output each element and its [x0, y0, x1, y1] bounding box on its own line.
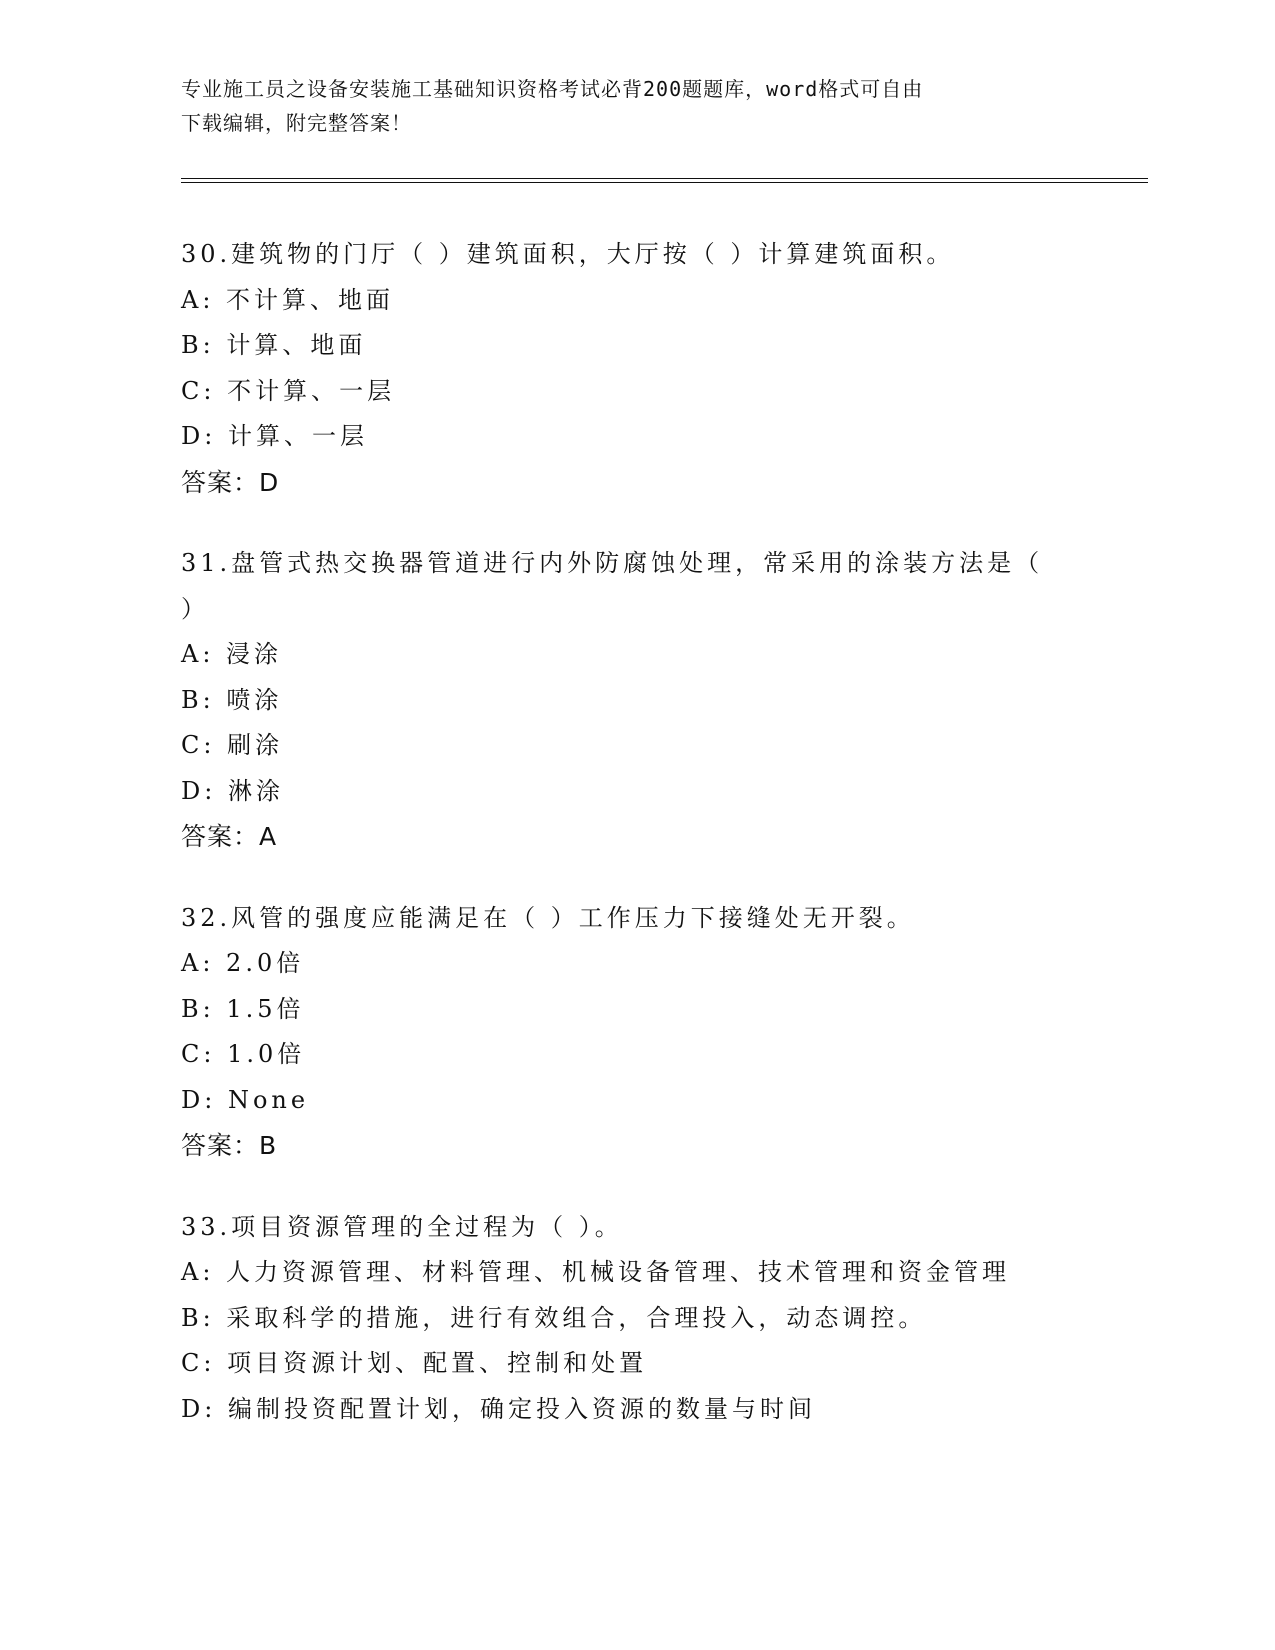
answer: 答案：B	[181, 1131, 278, 1160]
option-b: B: 采取科学的措施，进行有效组合，合理投入，动态调控。	[181, 1303, 927, 1332]
option-d: D: 淋涂	[181, 776, 284, 805]
question-stem: 32.风管的强度应能满足在（ ）工作压力下接缝处无开裂。	[181, 903, 915, 932]
header-line-1: 专业施工员之设备安装施工基础知识资格考试必背200题题库，word格式可自由	[181, 77, 924, 101]
question-stem: 30.建筑物的门厅（ ）建筑面积，大厅按（ ）计算建筑面积。	[181, 240, 955, 268]
question-31	[181, 541, 1081, 860]
answer: 答案：A	[181, 822, 278, 851]
header-divider	[181, 178, 1148, 183]
question-30	[181, 232, 1081, 505]
option-c: C: 1.0倍	[181, 1040, 306, 1068]
option-c: C: 刷涂	[181, 731, 284, 759]
option-d: D: 计算、一层	[181, 422, 368, 450]
option-a: A: 2.0倍	[181, 949, 305, 977]
header-line-2: 下载编辑，附完整答案！	[181, 111, 412, 135]
question-stem: 33.项目资源管理的全过程为（ ）。	[181, 1212, 623, 1241]
question-stem: 31.盘管式热交换器管道进行内外防腐蚀处理，常采用的涂装方法是（ ）	[181, 549, 1044, 623]
option-a: A: 人力资源管理、材料管理、机械设备管理、技术管理和资金管理	[181, 1258, 1011, 1286]
option-b: B: 计算、地面	[181, 331, 367, 359]
option-b: B: 喷涂	[181, 685, 283, 714]
option-d: D: 编制投资配置计划，确定投入资源的数量与时间	[181, 1394, 816, 1423]
question-33	[181, 1205, 1081, 1433]
option-a: A: 不计算、地面	[181, 285, 395, 314]
answer: 答案：D	[181, 467, 280, 497]
option-b: B: 1.5倍	[181, 994, 305, 1023]
option-c: C: 项目资源计划、配置、控制和处置	[181, 1349, 648, 1377]
question-32	[181, 896, 1081, 1169]
option-c: C: 不计算、一层	[181, 376, 396, 405]
document-header	[181, 72, 1061, 140]
option-a: A: 浸涂	[181, 640, 283, 668]
option-d: D: None	[181, 1085, 310, 1114]
question-list	[181, 232, 1081, 1468]
